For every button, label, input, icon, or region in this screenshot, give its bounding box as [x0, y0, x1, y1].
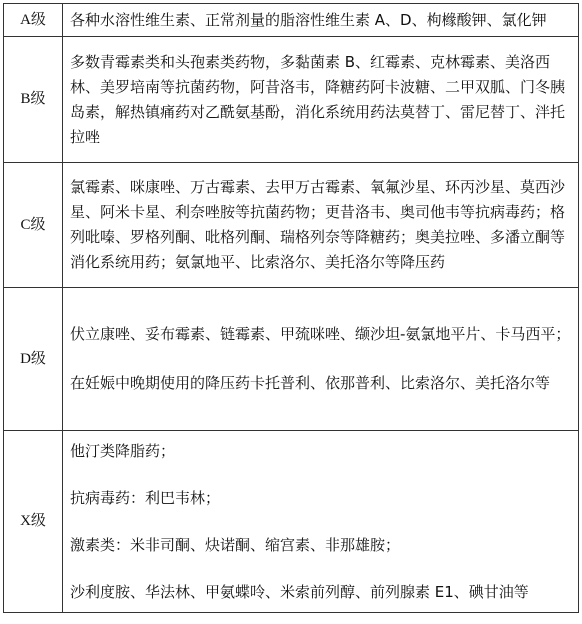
- table-row-a: [4, 4, 579, 37]
- description-text: 氯霉素、咪康唑、万古霉素、去甲万古霉素、氧氟沙星、环丙沙星、莫西沙星、阿米卡星、利奈唑胺等抗菌药物；更昔洛韦、奥司他韦等抗病毒药；格列吡嗪、罗格列酮、吡格列酮、瑞格列奈等降糖药；奥美拉唑、多潘立酮等消化系统用药；氨氯地平、比索洛尔、美托洛尔等降压药: [70, 178, 566, 271]
- grade-cell: B级: [4, 37, 63, 163]
- description-cell: [63, 4, 579, 37]
- description-text: 他汀类降脂药；: [70, 441, 176, 460]
- description-text: 激素类：米非司酮、炔诺酮、缩宫素、非那雄胺；: [70, 535, 401, 554]
- description-text: 多数青霉素类和头孢素类药物，多黏菌素 B、红霉素、克林霉素、美洛西林、美罗培南等抗菌药物，阿昔洛韦，降糖药阿卡波糖、二甲双胍、门冬胰岛素，解热镇痛药对乙酰氨基酚，消化系统用药法莫替丁、雷尼替丁、泮托拉唑: [70, 52, 566, 146]
- grade-cell: A级: [4, 4, 63, 37]
- description-cell: [63, 37, 579, 163]
- description-text: 在妊娠中晚期使用的降压药卡托普利、依那普利、比索洛尔、美托洛尔等: [70, 374, 551, 392]
- table-row-x: [4, 431, 579, 613]
- description-text: 抗病毒药：利巴韦林；: [70, 488, 221, 507]
- grade-cell: D级: [4, 288, 63, 431]
- grade-cell: C级: [4, 163, 63, 288]
- description-text: 伏立康唑、妥布霉素、链霉素、甲巯咪唑、缬沙坦-氨氯地平片、卡马西平；: [70, 325, 571, 343]
- description-text: 沙利度胺、华法林、甲氨蝶呤、米索前列醇、前列腺素 E1、碘甘油等: [70, 582, 529, 601]
- description-cell: [63, 163, 579, 288]
- description-text: 各种水溶性维生素、正常剂量的脂溶性维生素 A、D、枸橼酸钾、氯化钾: [70, 10, 547, 29]
- description-cell: [63, 288, 579, 431]
- table-row-b: [4, 37, 579, 163]
- description-cell: [63, 431, 579, 613]
- pregnancy-drug-category-table: [3, 3, 579, 613]
- grade-cell: X级: [4, 431, 63, 613]
- table-row-c: [4, 163, 579, 288]
- table-row-d: [4, 288, 579, 431]
